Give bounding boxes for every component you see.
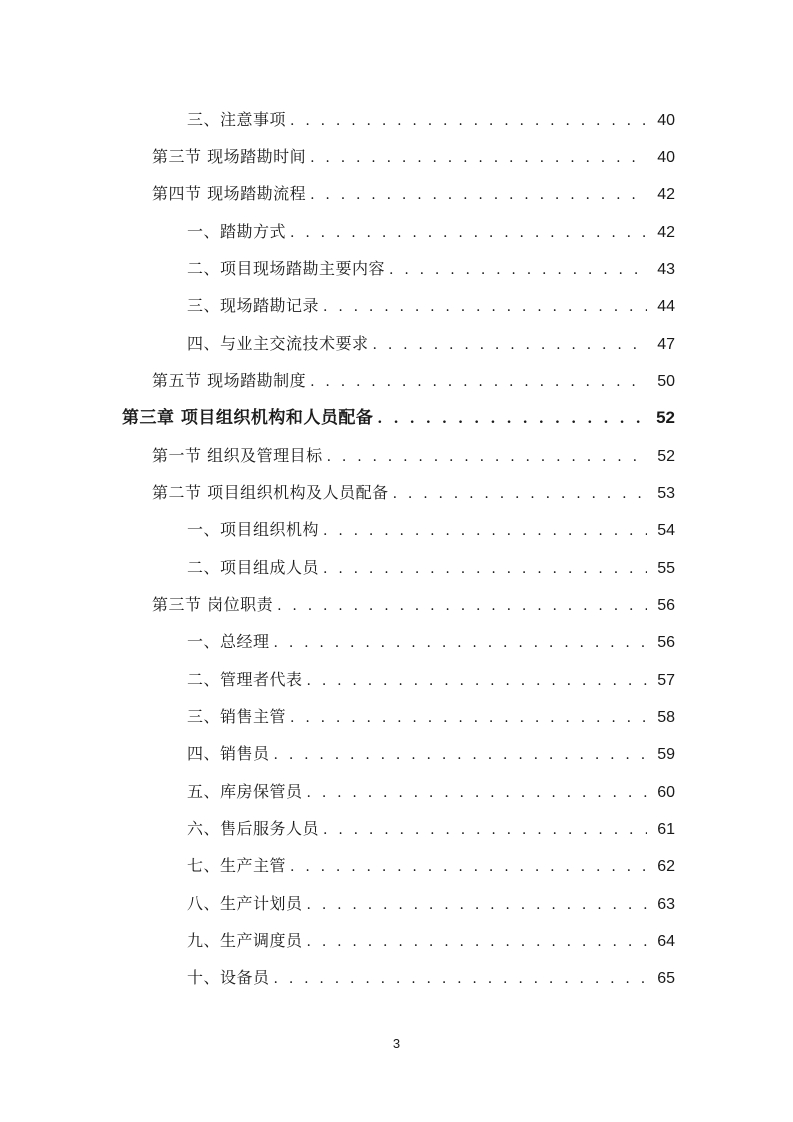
toc-entry[interactable] <box>187 257 675 281</box>
toc-entry-page: 40 <box>657 149 675 166</box>
toc-dot-leader <box>389 258 647 282</box>
toc-dot-leader <box>307 781 647 805</box>
toc-entry-title: 第五节 现场踏勘制度 <box>152 371 307 390</box>
toc-entry-page: 57 <box>657 672 675 689</box>
toc-dot-leader <box>323 295 647 319</box>
toc-entry-title: 一、总经理 <box>187 632 270 651</box>
toc-entry-title: 六、售后服务人员 <box>187 819 320 838</box>
toc-entry-title: 七、生产主管 <box>187 856 287 875</box>
toc-dot-leader <box>274 743 647 767</box>
toc-entry-title: 八、生产计划员 <box>187 894 303 913</box>
toc-entry-title: 三、注意事项 <box>187 110 287 129</box>
toc-entry-page: 47 <box>657 336 675 353</box>
toc-entry-page: 52 <box>656 408 675 427</box>
toc-entry-page: 63 <box>657 896 675 913</box>
toc-entry-page: 56 <box>657 634 675 651</box>
toc-dot-leader <box>290 221 647 245</box>
toc-entry[interactable] <box>187 108 675 132</box>
toc-dot-leader <box>393 482 647 506</box>
toc-dot-leader <box>323 519 647 543</box>
toc-entry[interactable] <box>187 854 675 878</box>
toc-entry-title: 第四节 现场踏勘流程 <box>152 184 307 203</box>
toc-entry-title: 一、踏勘方式 <box>187 222 287 241</box>
toc-entry-page: 43 <box>657 261 675 278</box>
toc-entry-page: 65 <box>657 970 675 987</box>
toc-entry-page: 42 <box>657 224 675 241</box>
toc-entry-page: 59 <box>657 746 675 763</box>
toc-dot-leader <box>323 557 647 581</box>
toc-entry[interactable] <box>152 444 675 468</box>
toc-entry-page: 60 <box>657 784 675 801</box>
toc-entry[interactable] <box>187 518 675 542</box>
toc-entry-title: 二、项目组成人员 <box>187 558 320 577</box>
toc-entry-title: 第三节 现场踏勘时间 <box>152 147 307 166</box>
toc-dot-leader <box>290 706 647 730</box>
toc-entry-page: 58 <box>657 709 675 726</box>
toc-entry[interactable] <box>152 481 675 505</box>
toc-entry[interactable] <box>187 780 675 804</box>
toc-entry-title: 第三章 项目组织机构和人员配备 <box>122 408 374 428</box>
toc-dot-leader <box>307 669 647 693</box>
toc-entry-page: 53 <box>657 485 675 502</box>
toc-entry-page: 40 <box>657 112 675 129</box>
toc-entry[interactable] <box>187 630 675 654</box>
toc-entry-title: 十、设备员 <box>187 968 270 987</box>
toc-entry-title: 一、项目组织机构 <box>187 520 320 539</box>
toc-dot-leader <box>323 818 647 842</box>
toc-entry[interactable] <box>187 220 675 244</box>
toc-entry-title: 三、销售主管 <box>187 707 287 726</box>
toc-entry-title: 四、与业主交流技术要求 <box>187 334 369 353</box>
toc-dot-leader <box>290 109 647 133</box>
toc-dot-leader <box>307 930 647 954</box>
toc-dot-leader <box>310 370 647 394</box>
toc-entry[interactable] <box>187 556 675 580</box>
toc-entry[interactable] <box>187 332 675 356</box>
toc-entry-title: 五、库房保管员 <box>187 782 303 801</box>
toc-entry-page: 55 <box>657 560 675 577</box>
toc-entry-title: 二、管理者代表 <box>187 670 303 689</box>
toc-entry-title: 二、项目现场踏勘主要内容 <box>187 259 386 278</box>
toc-entry[interactable] <box>152 182 675 206</box>
toc-entry-page: 64 <box>657 933 675 950</box>
toc-entry[interactable] <box>187 742 675 766</box>
toc-entry[interactable] <box>187 929 675 953</box>
toc-entry[interactable] <box>152 369 675 393</box>
page-number: 3 <box>392 1036 401 1051</box>
toc-entry[interactable] <box>187 966 675 990</box>
toc-chapter-entry[interactable] <box>122 406 675 430</box>
toc-dot-leader <box>310 183 647 207</box>
toc-dot-leader <box>290 855 647 879</box>
toc-dot-leader <box>277 594 647 618</box>
toc-entry-title: 第一节 组织及管理目标 <box>152 446 323 465</box>
toc-entry-page: 54 <box>657 522 675 539</box>
toc-entry[interactable] <box>187 668 675 692</box>
toc-entry[interactable] <box>152 593 675 617</box>
toc-dot-leader <box>310 146 647 170</box>
toc-entry-page: 61 <box>657 821 675 838</box>
toc-entry-title: 第二节 项目组织机构及人员配备 <box>152 483 389 502</box>
toc-entry-page: 44 <box>657 298 675 315</box>
toc-dot-leader <box>274 967 647 991</box>
toc-dot-leader <box>327 445 647 469</box>
toc-entry[interactable] <box>187 294 675 318</box>
toc-entry-page: 56 <box>657 597 675 614</box>
toc-entry-page: 62 <box>657 858 675 875</box>
toc-dot-leader <box>307 893 647 917</box>
toc-entry-title: 三、现场踏勘记录 <box>187 296 320 315</box>
toc-dot-leader <box>274 631 647 655</box>
toc-entry[interactable] <box>152 145 675 169</box>
toc-entry-title: 九、生产调度员 <box>187 931 303 950</box>
toc-entry[interactable] <box>187 817 675 841</box>
toc-entry-page: 52 <box>657 448 675 465</box>
toc-entry-title: 第三节 岗位职责 <box>152 595 274 614</box>
toc-entry-title: 四、销售员 <box>187 744 270 763</box>
toc-entry[interactable] <box>187 892 675 916</box>
toc-entry[interactable] <box>187 705 675 729</box>
toc-dot-leader <box>373 333 647 357</box>
toc-entry-page: 42 <box>657 186 675 203</box>
toc-dot-leader <box>377 407 647 431</box>
toc-entry-page: 50 <box>657 373 675 390</box>
